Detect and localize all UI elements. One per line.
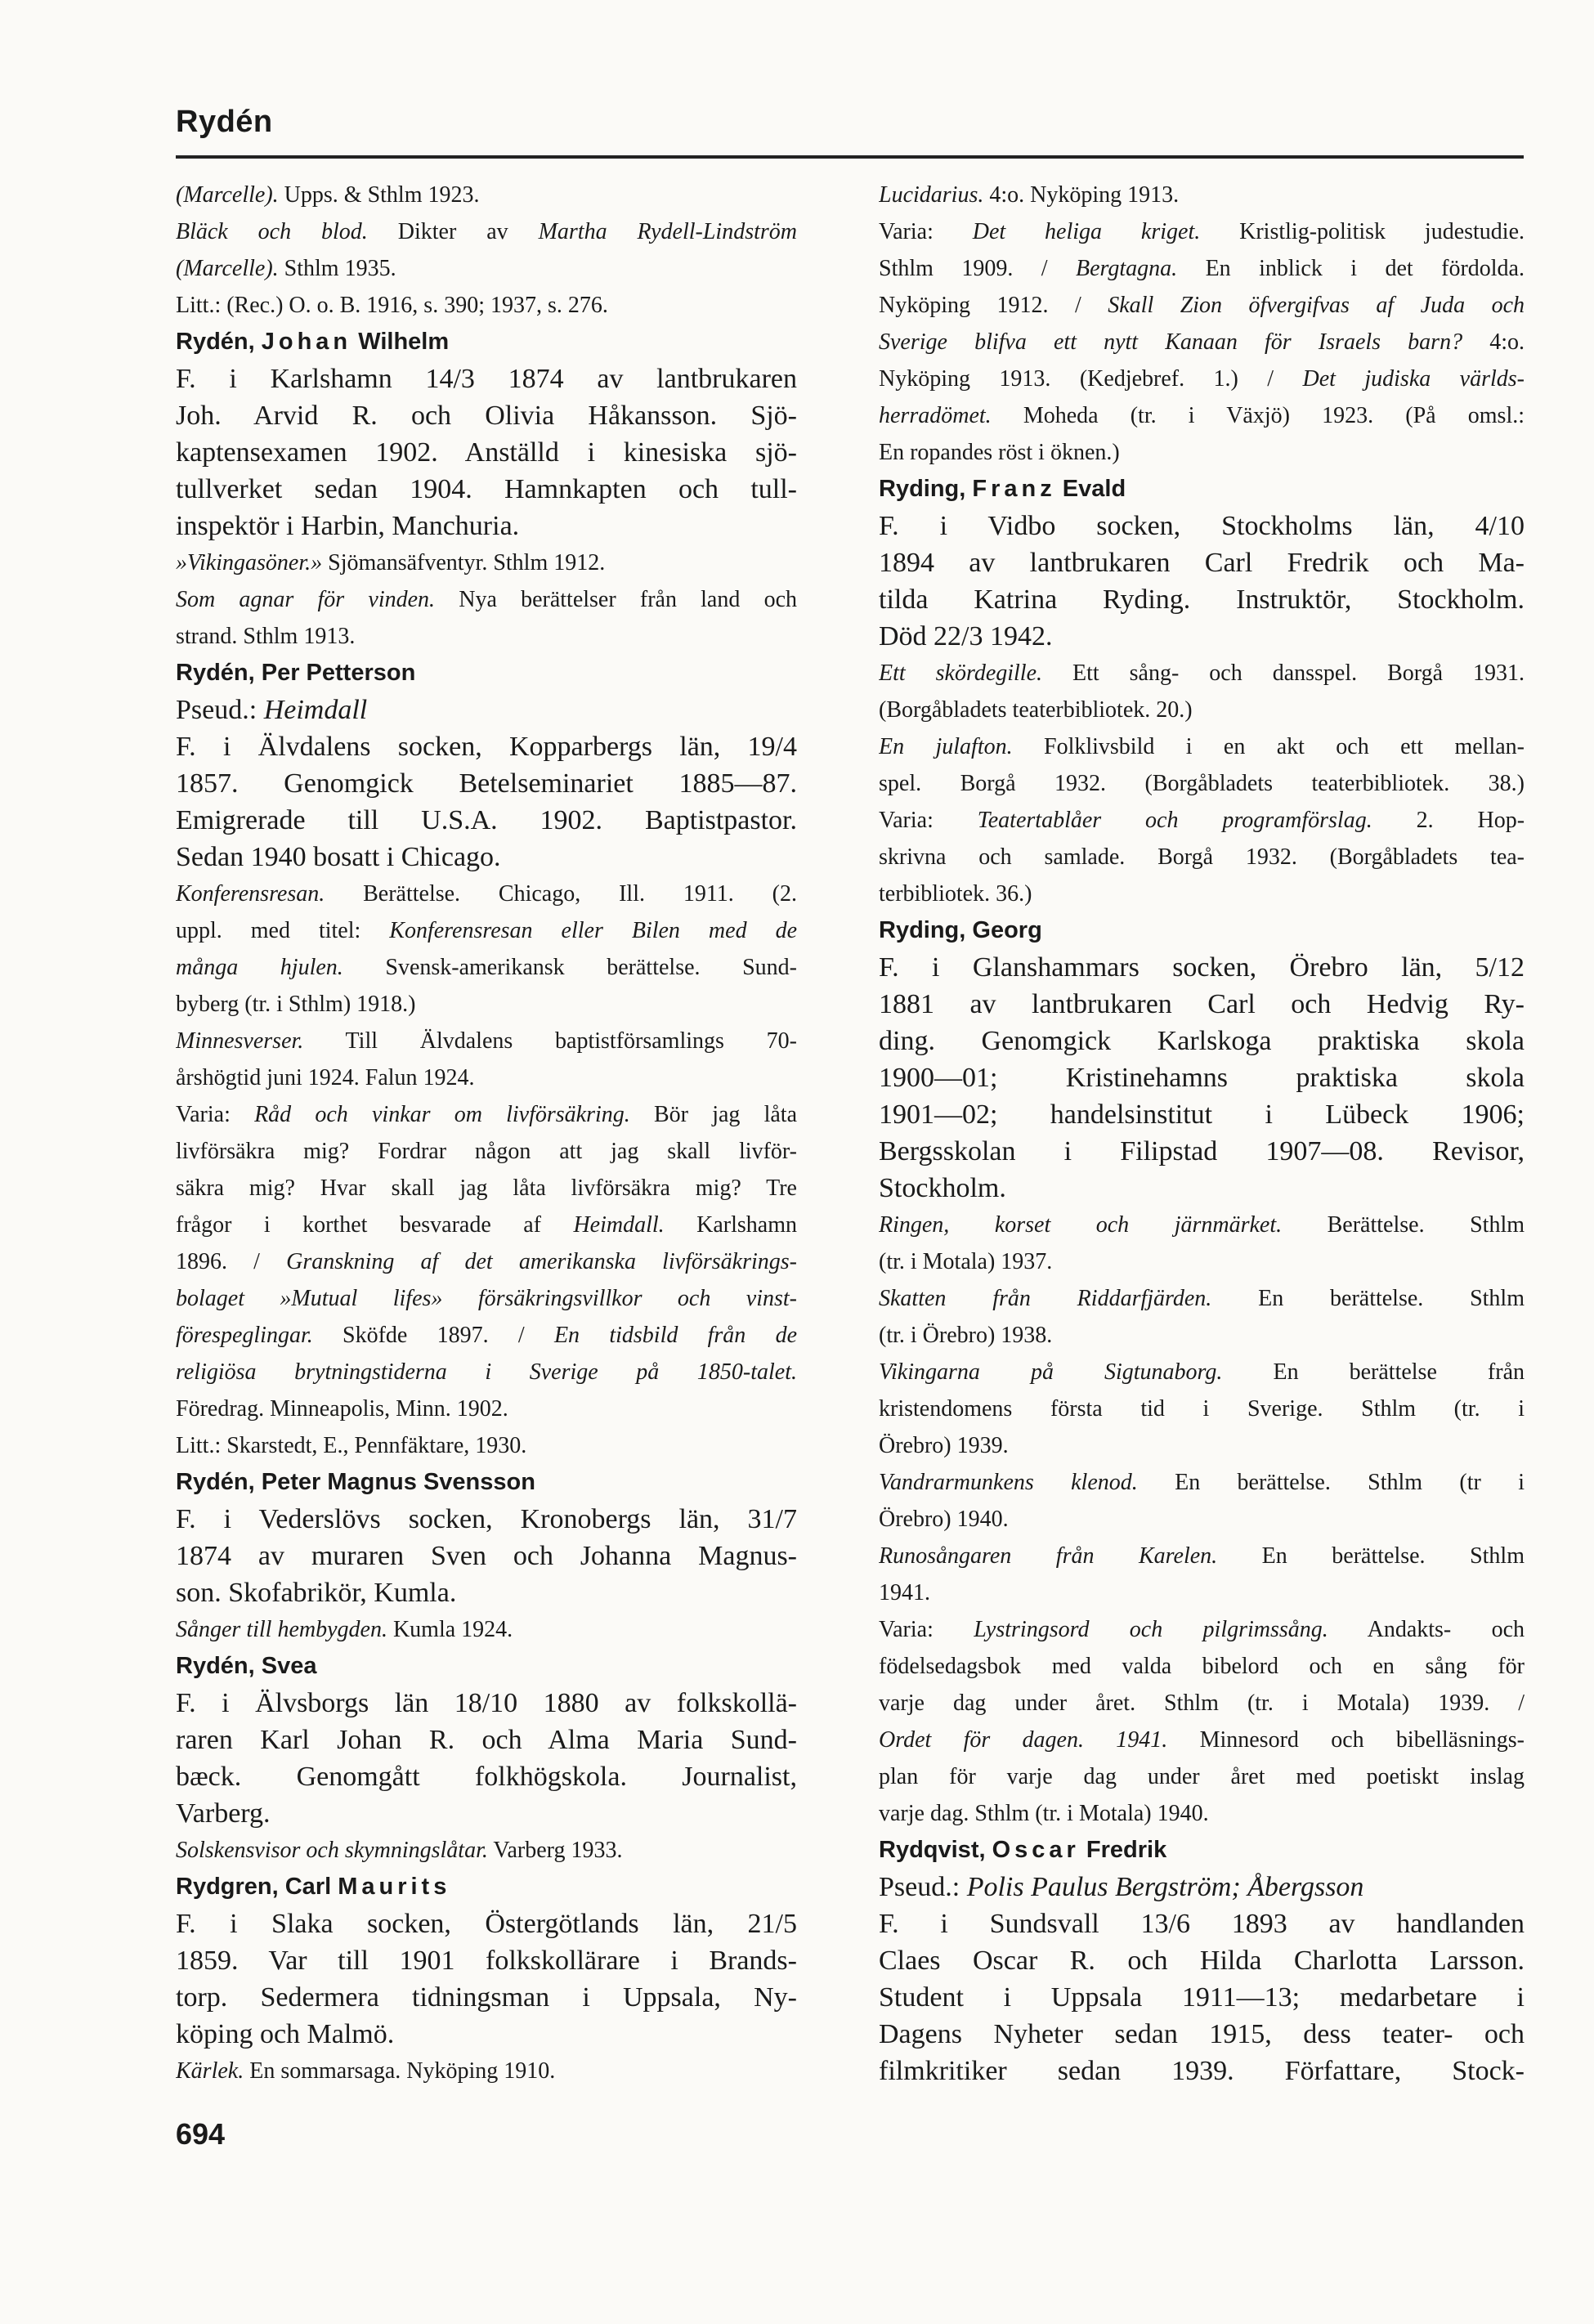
text-line: (tr. i Motala) 1937. <box>879 1249 1053 1274</box>
text-line: frågor i korthet besvarade af Heimdall. Karlshamn <box>176 1212 797 1238</box>
text-line: Som agnar för vinden. Nya berättelser från land och <box>176 587 797 612</box>
text-line: Konferensresan. Berättelse. Chicago, Ill. 1911. (2. <box>176 881 797 907</box>
bio-line: F. i Älvdalens socken, Kopparbergs län, 19/4 <box>176 732 797 762</box>
bio-line: 1901—02; handelsinstitut i Lübeck 1906; <box>879 1099 1525 1130</box>
entry-heading: Rydén, Svea <box>176 1653 317 1679</box>
text-line: skrivna och samlade. Borgå 1932. (Borgåbladets tea- <box>879 844 1525 870</box>
entry-heading: Ryding, Georg <box>879 917 1042 943</box>
text-line: strand. Sthlm 1913. <box>176 624 356 649</box>
text-line: varje dag. Sthlm (tr. i Motala) 1940. <box>879 1801 1209 1826</box>
text-line: (Borgåbladets teaterbibliotek. 20.) <box>879 697 1193 723</box>
text-line: 1896. / Granskning af det amerikanska livförsäkrings- <box>176 1249 797 1274</box>
text-line: (Marcelle). Upps. & Sthlm 1923. <box>176 182 480 208</box>
pseudonym-line: Pseud.: Heimdall <box>176 695 368 725</box>
entry-heading: Rydén, Johan Wilhelm <box>176 329 450 355</box>
page-number: 694 <box>176 2117 226 2151</box>
bio-line: Emigrerade till U.S.A. 1902. Baptistpastor. <box>176 805 797 835</box>
text-line: Varia: Teatertablåer och programförslag. 2. Hop- <box>879 808 1525 833</box>
text-line: bolaget »Mutual lifes» försäkringsvillkor och vinst- <box>176 1286 797 1311</box>
bio-line: inspektör i Harbin, Manchuria. <box>176 511 520 541</box>
text-line: religiösa brytningstiderna i Sverige på 1850-talet. <box>176 1359 797 1385</box>
header-rule <box>176 155 1524 159</box>
text-line: förespeglingar. Sköfde 1897. / En tidsbild från de <box>176 1323 797 1348</box>
bio-line: F. i Karlshamn 14/3 1874 av lantbrukaren <box>176 364 797 394</box>
bio-line: 1881 av lantbrukaren Carl och Hedvig Ry- <box>879 989 1525 1019</box>
text-line: kristendomens första tid i Sverige. Sthlm (tr. i <box>879 1396 1525 1422</box>
bio-line: tullverket sedan 1904. Hamnkapten och tull- <box>176 474 797 504</box>
bio-line: F. i Vederslövs socken, Kronobergs län, 31/7 <box>176 1504 797 1534</box>
text-line: årshögtid juni 1924. Falun 1924. <box>176 1065 475 1090</box>
bio-line: köping och Malmö. <box>176 2019 395 2049</box>
text-line: Ordet för dagen. 1941. Minnesord och bibelläsnings- <box>879 1727 1525 1753</box>
text-line: En ropandes röst i öknen.) <box>879 440 1120 465</box>
bio-line: Student i Uppsala 1911—13; medarbetare i <box>879 1982 1525 2013</box>
bio-line: F. i Sundsvall 13/6 1893 av handlanden <box>879 1909 1525 1939</box>
text-line: Örebro) 1939. <box>879 1433 1009 1458</box>
bio-line: kaptensexamen 1902. Anställd i kinesiska sjö- <box>176 437 797 468</box>
text-line: Minnesverser. Till Älvdalens baptistförsamlings 70- <box>176 1028 797 1054</box>
bio-line: tilda Katrina Ryding. Instruktör, Stockholm. <box>879 584 1525 615</box>
text-line: Solskensvisor och skymningslåtar. Varberg 1933. <box>176 1838 623 1863</box>
bio-line: Varberg. <box>176 1798 271 1829</box>
text-line: Nyköping 1912. / Skall Zion öfvergifvas af Juda och <box>879 293 1525 318</box>
bio-line: 1857. Genomgick Betelseminariet 1885—87. <box>176 768 797 799</box>
bio-line: Bergsskolan i Filipstad 1907—08. Revisor, <box>879 1136 1525 1166</box>
right-column <box>879 177 1525 2089</box>
bio-line: Claes Oscar R. och Hilda Charlotta Larsson. <box>879 1946 1525 1976</box>
bio-line: Dagens Nyheter sedan 1915, dess teater- och <box>879 2019 1525 2049</box>
entry-heading: Rydén, Per Petterson <box>176 660 416 686</box>
text-line: Varia: Råd och vinkar om livförsäkring. Bör jag låta <box>176 1102 797 1127</box>
bio-line: F. i Vidbo socken, Stockholms län, 4/10 <box>879 511 1525 541</box>
bio-line: Sedan 1940 bosatt i Chicago. <box>176 842 501 872</box>
running-head: Rydén <box>176 105 273 139</box>
text-line: Lucidarius. 4:o. Nyköping 1913. <box>879 182 1180 208</box>
bio-line: F. i Älvsborgs län 18/10 1880 av folkskollä- <box>176 1688 797 1718</box>
bio-line: Joh. Arvid R. och Olivia Håkansson. Sjö- <box>176 401 797 431</box>
entry-heading: Rydén, Peter Magnus Svensson <box>176 1469 535 1495</box>
text-line: plan för varje dag under året med poetiskt inslag <box>879 1764 1525 1789</box>
text-line: spel. Borgå 1932. (Borgåbladets teaterbibliotek. 38.) <box>879 771 1525 796</box>
text-line: »Vikingasöner.» Sjömansäfventyr. Sthlm 1912. <box>176 550 606 575</box>
bio-line: bæck. Genomgått folkhögskola. Journalist, <box>176 1762 797 1792</box>
bio-line: F. i Slaka socken, Östergötlands län, 21/5 <box>176 1909 797 1939</box>
bio-line: 1900—01; Kristinehamns praktiska skola <box>879 1063 1525 1093</box>
bio-line: 1859. Var till 1901 folkskollärare i Brands- <box>176 1946 797 1976</box>
bio-line: raren Karl Johan R. och Alma Maria Sund- <box>176 1725 797 1755</box>
text-line: terbibliotek. 36.) <box>879 881 1032 907</box>
text-line: Kärlek. En sommarsaga. Nyköping 1910. <box>176 2058 556 2084</box>
text-line: Bläck och blod. Dikter av Martha Rydell-Lindström <box>176 219 797 244</box>
entry-heading: Rydgren, Carl Maurits <box>176 1874 451 1900</box>
text-line: Sånger till hembygden. Kumla 1924. <box>176 1617 513 1642</box>
left-column <box>176 177 797 2089</box>
text-line: Runosångaren från Karelen. En berättelse. Sthlm <box>879 1543 1525 1569</box>
pseudonym-line: Pseud.: Polis Paulus Bergström; Åbergsson <box>879 1872 1364 1902</box>
text-line: 1941. <box>879 1580 930 1605</box>
text-line: Vandrarmunkens klenod. En berättelse. Sthlm (tr i <box>879 1470 1525 1495</box>
text-line: uppl. med titel: Konferensresan eller Bilen med de <box>176 918 797 943</box>
text-line: Ringen, korset och järnmärket. Berättelse. Sthlm <box>879 1212 1525 1238</box>
text-line: (Marcelle). Sthlm 1935. <box>176 256 396 281</box>
text-line: födelsedagsbok med valda bibelord och en sång för <box>879 1654 1525 1679</box>
bio-line: F. i Glanshammars socken, Örebro län, 5/12 <box>879 952 1525 983</box>
text-line: Litt.: (Rec.) O. o. B. 1916, s. 390; 1937, s. 276. <box>176 293 608 318</box>
text-line: Sthlm 1909. / Bergtagna. En inblick i det fördolda. <box>879 256 1525 281</box>
text-line: Sverige blifva ett nytt Kanaan för Israels barn? 4:o. <box>879 329 1525 355</box>
bio-line: 1894 av lantbrukaren Carl Fredrik och Ma- <box>879 548 1525 578</box>
text-line: Varia: Det heliga kriget. Kristlig-politisk judestudie. <box>879 219 1525 244</box>
text-line: Vikingarna på Sigtunaborg. En berättelse från <box>879 1359 1525 1385</box>
text-line: Varia: Lystringsord och pilgrimssång. Andakts- och <box>879 1617 1525 1642</box>
text-line: säkra mig? Hvar skall jag låta livförsäkra mig? Tre <box>176 1175 797 1201</box>
bio-line: filmkritiker sedan 1939. Författare, Stock- <box>879 2056 1525 2086</box>
bio-line: torp. Sedermera tidningsman i Uppsala, Ny- <box>176 1982 797 2013</box>
entry-heading: Ryding, Franz Evald <box>879 476 1126 502</box>
text-line: Litt.: Skarstedt, E., Pennfäktare, 1930. <box>176 1433 527 1458</box>
text-line: livförsäkra mig? Fordrar någon att jag skall livför- <box>176 1139 797 1164</box>
text-line: Örebro) 1940. <box>879 1507 1009 1532</box>
text-line: byberg (tr. i Sthlm) 1918.) <box>176 992 416 1017</box>
bio-line: ding. Genomgick Karlskoga praktiska skola <box>879 1026 1525 1056</box>
text-line: Nyköping 1913. (Kedjebref. 1.) / Det judiska världs- <box>879 366 1525 392</box>
bio-line: Död 22/3 1942. <box>879 621 1053 652</box>
bio-line: 1874 av muraren Sven och Johanna Magnus- <box>176 1541 797 1571</box>
text-line: En julafton. Folklivsbild i en akt och ett mellan- <box>879 734 1525 759</box>
bio-line: Stockholm. <box>879 1173 1006 1203</box>
text-line: varje dag under året. Sthlm (tr. i Motala) 1939. / <box>879 1690 1525 1716</box>
entry-heading: Rydqvist, Oscar Fredrik <box>879 1837 1167 1863</box>
text-line: många hjulen. Svensk-amerikansk berättelse. Sund- <box>176 955 797 980</box>
text-line: Föredrag. Minneapolis, Minn. 1902. <box>176 1396 508 1422</box>
text-line: Skatten från Riddarfjärden. En berättelse. Sthlm <box>879 1286 1525 1311</box>
text-line: Ett skördegille. Ett sång- och dansspel. Borgå 1931. <box>879 660 1525 686</box>
bio-line: son. Skofabrikör, Kumla. <box>176 1578 457 1608</box>
text-line: herradömet. Moheda (tr. i Växjö) 1923. (På omsl.: <box>879 403 1525 428</box>
text-line: (tr. i Örebro) 1938. <box>879 1323 1053 1348</box>
